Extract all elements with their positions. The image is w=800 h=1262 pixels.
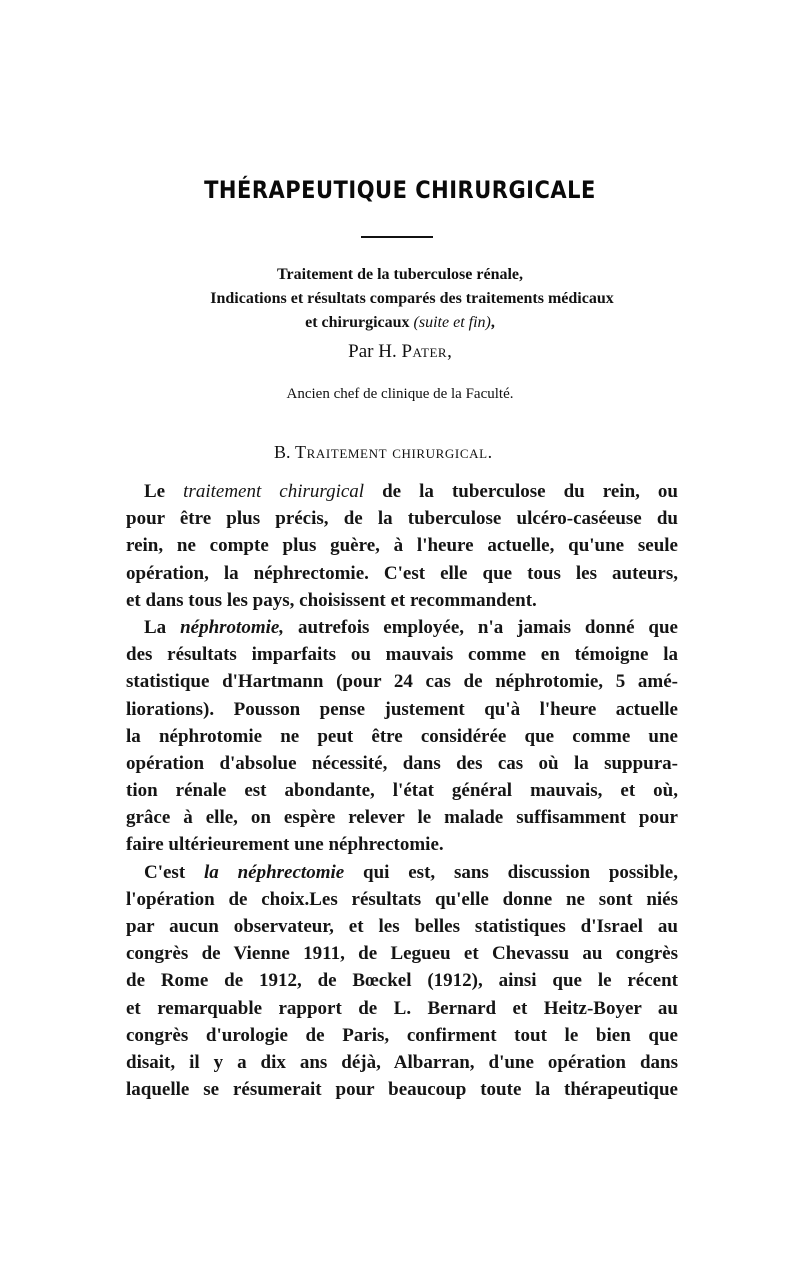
body-line: disait, il y a dix ans déjà, Albarran, d'une opération dans <box>126 1051 678 1073</box>
article-title-line-3 <box>0 312 800 334</box>
emphasis: la néphrectomie <box>203 861 345 883</box>
author-prefix: Par H. <box>348 341 402 362</box>
body-line: tion rénale est abondante, l'état général mauvais, et où, <box>126 780 678 802</box>
body-line: congrès d'urologie de Paris, confirment tout le bien que <box>126 1024 678 1046</box>
body-line: la néphrotomie ne peut être considérée que comme une <box>126 725 678 747</box>
article-title-line-3-end: , <box>490 314 495 331</box>
body-line: opération d'absolue nécessité, dans des cas où la suppura- <box>126 752 678 774</box>
subsection-heading <box>274 440 493 464</box>
body-line: par aucun observateur, et les belles statistiques d'Israel au <box>126 916 678 937</box>
body-line: pour être plus précis, de la tuberculose ulcéro-caséeuse du <box>126 508 678 530</box>
body-line: et remarquable rapport de L. Bernard et Heitz-Boyer au <box>126 997 678 1019</box>
body-line: faire ultérieurement une néphrectomie. <box>126 834 444 856</box>
text-run: C'est <box>144 861 204 883</box>
author-affiliation: Ancien chef de clinique de la Faculté. <box>286 386 514 402</box>
body-line <box>126 478 678 505</box>
text-run: Le <box>144 481 184 502</box>
body-line: laquelle se résumerait pour beaucoup toute la thérapeutique <box>126 1079 678 1101</box>
section-title: THÉRAPEUTIQUE CHIRURGICALE <box>204 176 596 204</box>
text-run: qui est, sans discussion possible, <box>344 861 678 883</box>
article-title-line-1: Traitement de la tuberculose rénale, <box>276 266 524 283</box>
text-run: de la tuberculose du rein, ou <box>364 481 678 502</box>
text-run: La <box>144 616 181 638</box>
emphasis: néphrotomie, <box>180 616 285 638</box>
subsection-letter: B. <box>274 442 296 462</box>
body-line: l'opération de choix.Les résultats qu'elle donne ne sont niés <box>126 888 678 910</box>
body-line: des résultats imparfaits ou mauvais comme en témoigne la <box>126 644 678 666</box>
author-name: Pater <box>401 341 448 362</box>
title-rule <box>361 236 433 238</box>
body-line <box>126 614 678 641</box>
author-line <box>0 340 800 364</box>
body-line: et dans tous les pays, choisissent et recommandent. <box>126 589 537 611</box>
body-line <box>126 859 678 886</box>
body-line: rein, ne compte plus guère, à l'heure actuelle, qu'une seule <box>126 535 678 557</box>
body-line: liorations). Pousson pense justement qu'à l'heure actuelle <box>126 698 678 720</box>
article-title-suite: (suite et fin) <box>413 314 491 331</box>
subsection-title: Traitement chirurgical. <box>295 442 493 462</box>
body-line: statistique d'Hartmann (pour 24 cas de néphrotomie, 5 amé- <box>126 671 678 693</box>
article-title-line-2: Indications et résultats comparés des traitements médicaux <box>210 290 614 307</box>
body-line: grâce à elle, on espère relever le malade suffisamment pour <box>126 807 678 829</box>
body-line: congrès de Vienne 1911, de Legueu et Chevassu au congrès <box>126 943 678 965</box>
emphasis: traitement chirurgical <box>183 481 365 502</box>
article-title-line-3-text: et chirurgicaux <box>305 314 414 331</box>
body-line: de Rome de 1912, de Bœckel (1912), ainsi que le récent <box>126 970 678 992</box>
author-suffix: , <box>447 341 452 362</box>
text-run: autrefois employée, n'a jamais donné que <box>284 616 678 638</box>
body-text <box>126 478 678 1103</box>
body-line: opération, la néphrectomie. C'est elle que tous les auteurs, <box>126 562 678 584</box>
